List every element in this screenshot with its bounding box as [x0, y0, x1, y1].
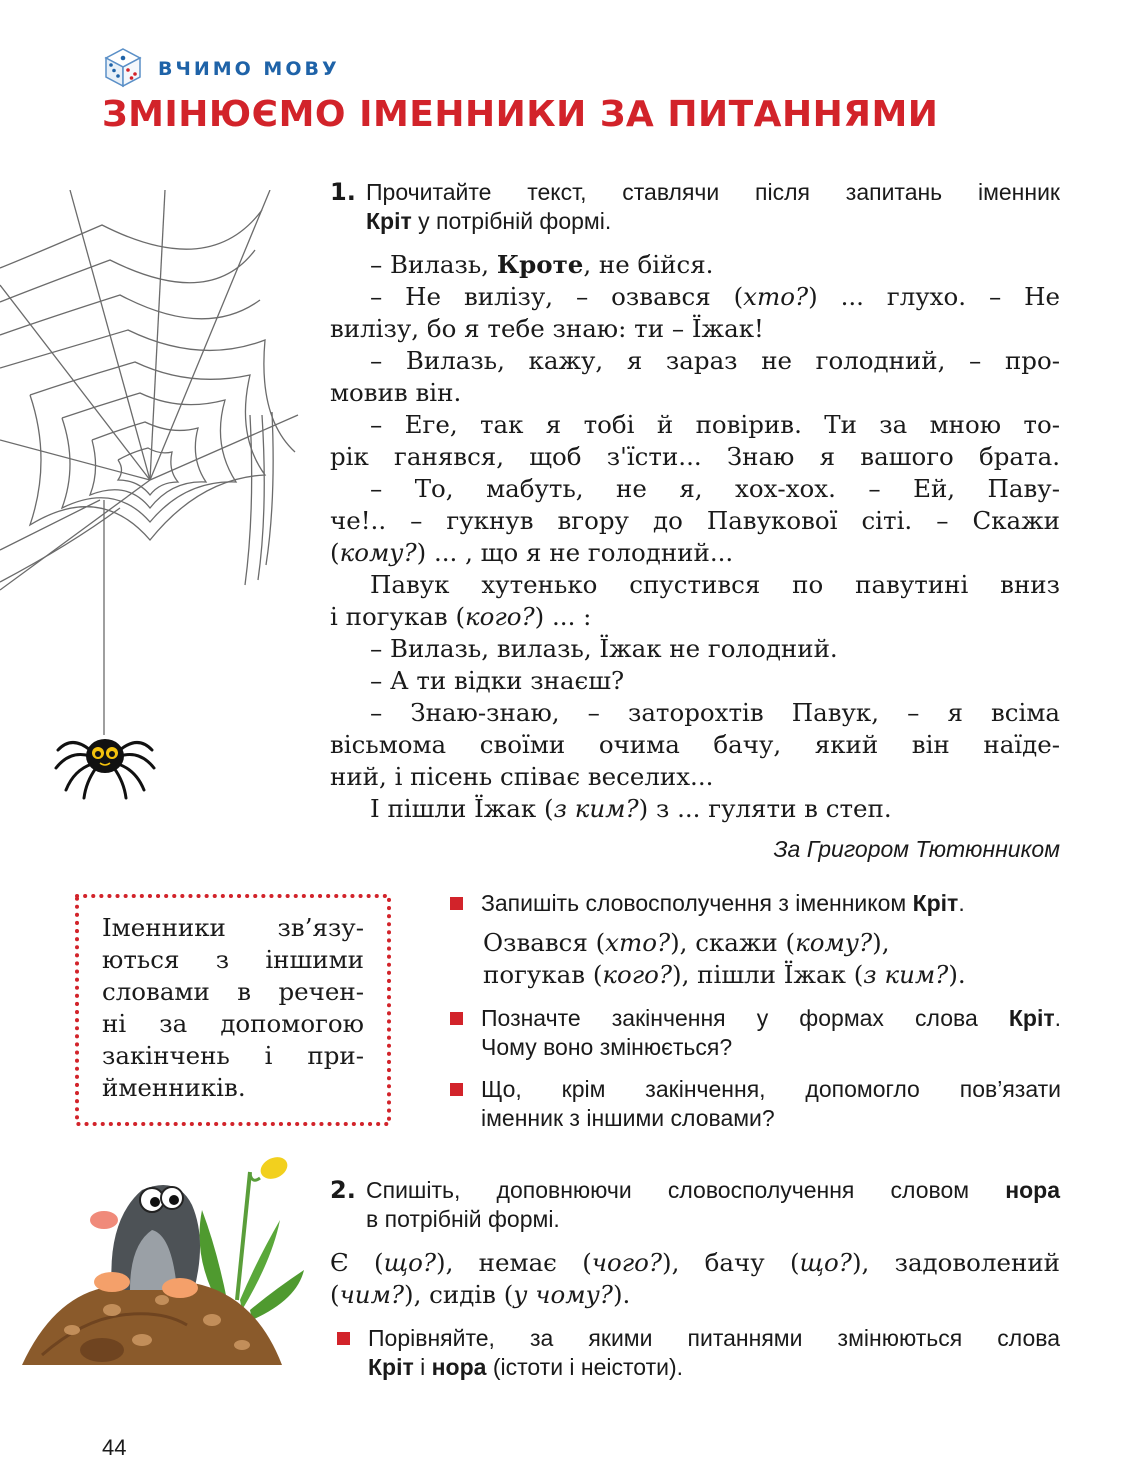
- bullet-marker: [337, 1332, 350, 1345]
- story-line: (кому?) ... , що я не голодний...: [330, 538, 734, 567]
- task-number: 2.: [330, 1176, 356, 1204]
- story-line: і погукав (кого?) ... :: [330, 602, 592, 631]
- story-line: рік ганявся, щоб з'їсти... Знаю я вашого брата.: [330, 442, 1060, 471]
- story-line: – Знаю-знаю, – заторохтів Павук, – я всіма: [370, 698, 1060, 727]
- mole-illustration: [12, 1150, 317, 1375]
- rule-text: Іменники зв’язу- ються з іншими словами в речен- ні за допомогою закінчень і при- йменників.: [102, 913, 364, 1102]
- story-line: вісьмома своїми очима бачу, який він наїде-: [330, 730, 1060, 759]
- spider-icon: [52, 720, 158, 800]
- task1-instruction: 1. Прочитайте текст, ставлячи після запитань іменник Кріт у потрібній формі.: [330, 178, 1060, 234]
- task2-phrases: Є (що?), немає (чого?), бачу (що?), задоволений (чим?), сидів (у чому?).: [330, 1248, 1060, 1309]
- author-attribution: За Григором Тютюнником: [773, 836, 1060, 862]
- story-line: – То, мабуть, не я, хох-хох. – Ей, Паву-: [370, 474, 1060, 503]
- bullet-marker: [450, 897, 463, 910]
- story-line: – Еге, так я тобі й повірив. Ти за мною то-: [370, 410, 1060, 439]
- bullet-marker: [450, 1083, 463, 1096]
- story-line: ний, і пісень співає веселих...: [330, 762, 714, 791]
- story-text: [330, 249, 1060, 825]
- bullet-text: Порівняйте, за якими питаннями змінюються слова Кріт і нора (істоти і неістоти).: [368, 1325, 1060, 1380]
- story-line: – А ти відки знаєш?: [370, 666, 625, 695]
- story-line: че!.. – гукнув вгору до Павукової сіті. – Скажи: [330, 506, 1060, 535]
- story-line: Павук хутенько спустився по павутині вниз: [370, 570, 1060, 599]
- section-label: ВЧИМО МОВУ: [158, 58, 340, 80]
- story-line: вилізу, бо я тебе знаю: ти – Їжак!: [330, 314, 764, 343]
- story-line: – Вилазь, кажу, я зараз не голодний, – про-: [370, 346, 1060, 375]
- story-line: – Вилазь, Кроте, не бійся.: [370, 250, 714, 279]
- page-number: 44: [102, 1435, 127, 1460]
- example-phrases: Озвався (хто?), скажи (кому?), погукав (кого?), пішли Їжак (з ким?).: [483, 928, 966, 989]
- page-title: ЗМІНЮЄМО ІМЕННИКИ ЗА ПИТАННЯМИ: [102, 94, 939, 135]
- bullet-text: Запишіть словосполучення з іменником Кріт.: [481, 890, 965, 916]
- spider-web-illustration: [0, 190, 305, 800]
- story-line: мовив він.: [330, 378, 462, 407]
- bullet-text: Позначте закінчення у формах слова Кріт. Чому воно змінюється?: [481, 1005, 1061, 1060]
- task-number: 1.: [330, 178, 356, 206]
- bullet-text: Що, крім закінчення, допомогло пов’язати іменник з іншими словами?: [481, 1076, 1061, 1131]
- bullet-marker: [450, 1012, 463, 1025]
- task2-instruction: 2. Спишіть, доповнюючи словосполучення словом нора в потрібній формі.: [330, 1176, 1060, 1232]
- story-line: – Вилазь, вилазь, Їжак не голодний.: [370, 634, 838, 663]
- dice-cube-icon: [102, 46, 144, 88]
- story-line: І пішли Їжак (з ким?) з ... гуляти в степ.: [370, 794, 892, 823]
- story-line: – Не вилізу, – озвався (хто?) ... глухо. – Не: [370, 282, 1060, 311]
